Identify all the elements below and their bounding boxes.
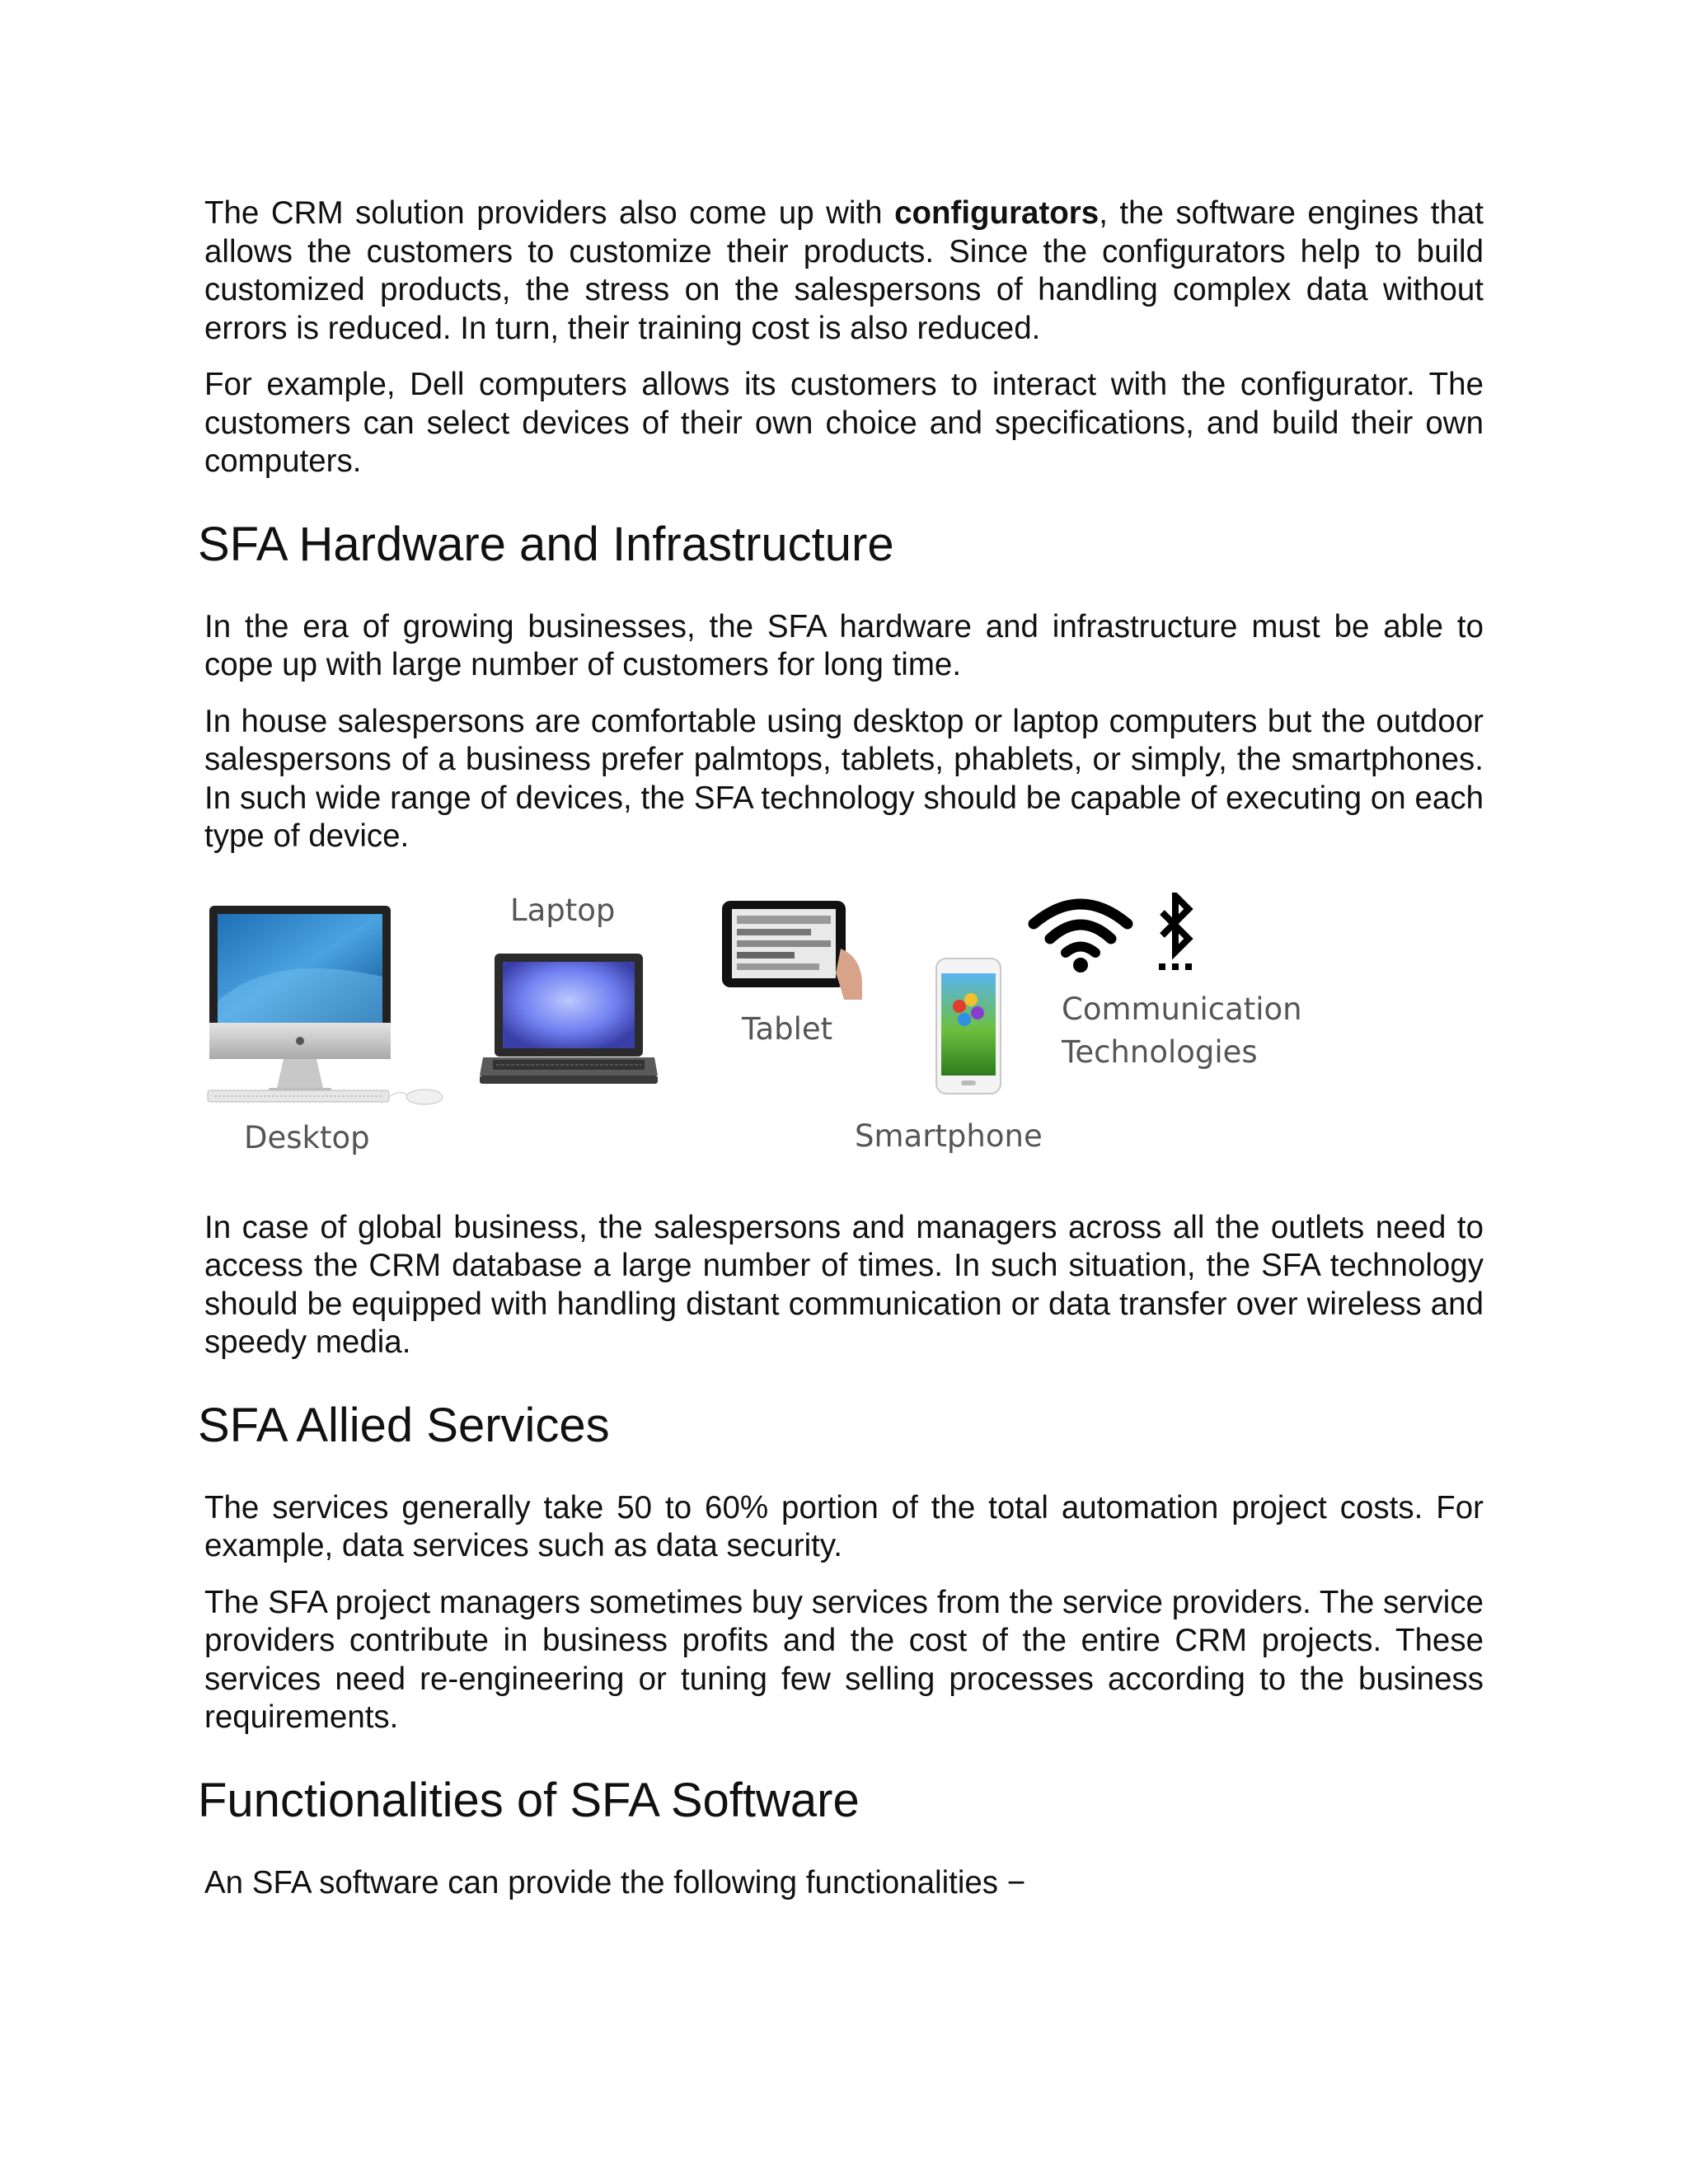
wifi-image bbox=[1027, 893, 1134, 975]
hardware-paragraph-3: In case of global business, the salespersons and managers across all the outlets need to access the CRM database a large number of times. In such situation, the SFA technology should be equipped with handling distant communication or data transfer over wireless and speedy media. bbox=[204, 1209, 1484, 1360]
hardware-paragraph-2: In house salespersons are comfortable using desktop or laptop computers but the outdoor salespersons of a business prefer palmtops, tablets, phablets, or simply, the smartphones. In such wide range of devices, the SFA technology should be capable of executing on each type of device. bbox=[204, 703, 1484, 854]
smartphone-icon bbox=[931, 957, 1006, 1097]
tablet-image bbox=[720, 899, 869, 1002]
desktop-image bbox=[206, 902, 453, 1108]
laptop-label: Laptop bbox=[510, 892, 616, 928]
desktop-icon bbox=[206, 902, 453, 1108]
bluetooth-icon bbox=[1147, 893, 1205, 975]
devices-figure bbox=[199, 888, 1479, 1176]
hardware-paragraph-1: In the era of growing businesses, the SFA hardware and infrastructure must be able to cope up with large number of customers for long time. bbox=[204, 608, 1484, 682]
document-page bbox=[198, 194, 1484, 1920]
laptop-icon bbox=[478, 952, 659, 1096]
intro-text-end: , the software engines that allows the customers to customize their products. Since the configurators help to build customized products, the stress on the salespersons of handling complex data without errors is reduced. In turn, their training cost is also reduced. bbox=[204, 195, 1484, 346]
laptop-image bbox=[478, 952, 659, 1096]
configurators-term: configurators bbox=[894, 195, 1100, 231]
section-heading-functionalities: Functionalities of SFA Software bbox=[198, 1773, 860, 1827]
allied-paragraph-2: The SFA project managers sometimes buy services from the service providers. The service providers contribute in business profits and the cost of the entire CRM projects. These services need re-engineering or tuning few selling processes according to the business requirements. bbox=[204, 1584, 1484, 1735]
desktop-label: Desktop bbox=[244, 1119, 370, 1155]
tablet-label: Tablet bbox=[742, 1010, 833, 1047]
section-heading-hardware: SFA Hardware and Infrastructure bbox=[198, 517, 894, 571]
smartphone-image bbox=[931, 957, 1006, 1097]
bluetooth-image bbox=[1147, 893, 1205, 975]
functionalities-paragraph-1: An SFA software can provide the following functionalities − bbox=[204, 1864, 1026, 1900]
allied-paragraph-1: The services generally take 50 to 60% portion of the total automation project costs. For example, data services such as data security. bbox=[204, 1489, 1484, 1563]
section-heading-allied: SFA Allied Services bbox=[198, 1398, 610, 1452]
intro-paragraph-2: For example, Dell computers allows its customers to interact with the configurator. The customers can select devices of their own choice and specifications, and build their own computers. bbox=[204, 367, 1484, 479]
smartphone-label: Smartphone bbox=[855, 1118, 1043, 1154]
intro-text-start: The CRM solution providers also come up with bbox=[204, 195, 895, 231]
communication-label-line1: Communication bbox=[1062, 991, 1302, 1027]
tablet-icon bbox=[720, 899, 869, 1002]
wifi-icon bbox=[1027, 893, 1134, 975]
communication-label-line2: Technologies bbox=[1062, 1033, 1258, 1070]
intro-paragraph-1 bbox=[204, 194, 1484, 348]
